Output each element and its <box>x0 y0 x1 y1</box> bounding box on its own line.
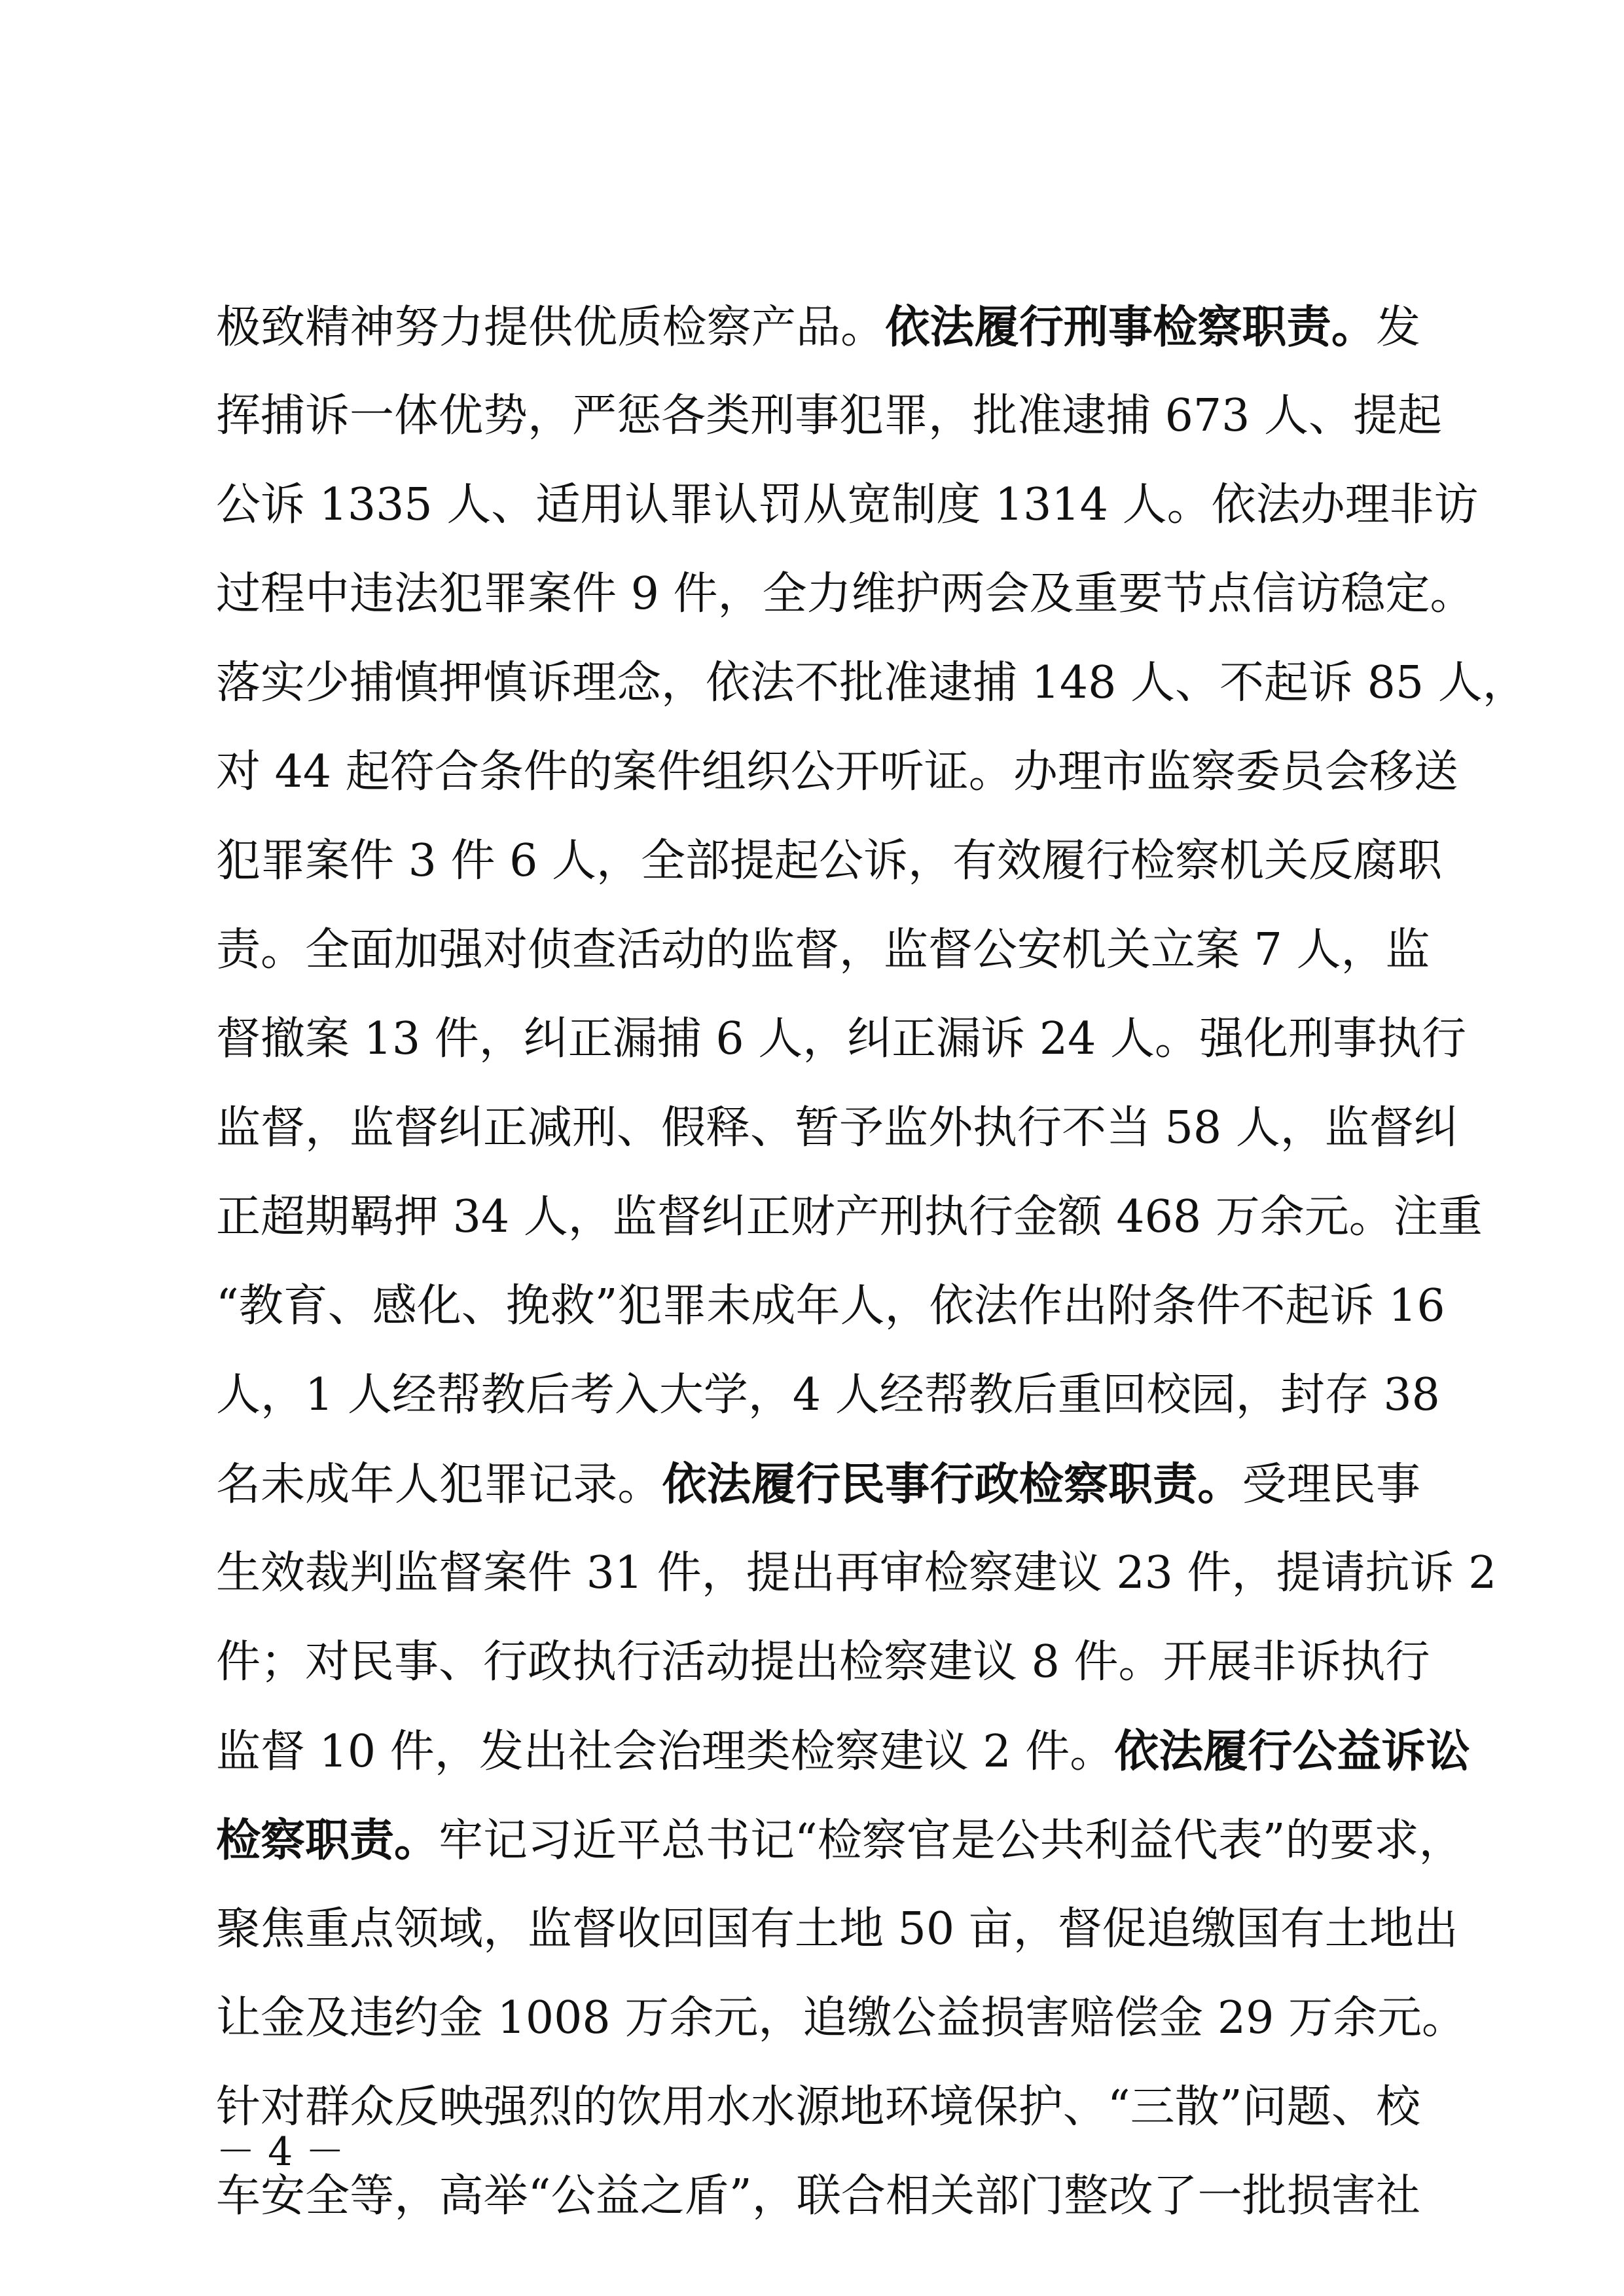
text-line <box>216 461 1479 550</box>
text-line <box>216 1618 1430 1707</box>
body-text: 挥捕诉一体优势，严惩各类刑事犯罪，批准逮捕 673 人、提起 <box>216 390 1443 442</box>
body-text: 聚焦重点领域，监督收回国有土地 50 亩，督促追缴国有土地出 <box>216 1903 1458 1955</box>
text-line <box>216 817 1442 906</box>
body-text: 生效裁判监督案件 31 件，提出再审检察建议 23 件，提请抗诉 2 <box>216 1547 1497 1599</box>
bold-heading-text: 依法履行民事行政检察职责。 <box>662 1458 1242 1511</box>
body-text: 落实少捕慎押慎诉理念，依法不批准逮捕 148 人、不起诉 85 人， <box>216 657 1527 709</box>
text-line <box>216 283 1420 372</box>
body-text: 正超期羁押 34 人，监督纠正财产刑执行金额 468 万余元。注重 <box>216 1191 1483 1243</box>
text-line <box>216 1084 1458 1173</box>
body-text: “教育、感化、挽救”犯罪未成年人，依法作出附条件不起诉 16 <box>216 1280 1445 1332</box>
text-line <box>216 1262 1445 1351</box>
text-line <box>216 550 1475 639</box>
body-text: 犯罪案件 3 件 6 人，全部提起公诉，有效履行检察机关反腐职 <box>216 835 1442 887</box>
text-line <box>216 2152 1420 2241</box>
body-text: 监督 10 件，发出社会治理类检察建议 2 件。 <box>216 1726 1115 1778</box>
body-text: 名未成年人犯罪记录。 <box>216 1459 662 1511</box>
body-text: 牢记习近平总书记“检察官是公共利益代表”的要求， <box>439 1815 1464 1867</box>
text-line <box>216 1885 1458 1974</box>
text-line <box>216 906 1430 995</box>
text-line <box>216 995 1467 1084</box>
text-line <box>216 1529 1497 1618</box>
text-line <box>216 1796 1464 1885</box>
body-text: 责。全面加强对侦查活动的监督，监督公安机关立案 7 人，监 <box>216 924 1430 976</box>
text-line <box>216 1173 1483 1262</box>
page-number: － 4 － <box>216 2129 345 2175</box>
body-text: 人，1 人经帮教后考入大学，4 人经帮教后重回校园，封存 38 <box>216 1369 1440 1421</box>
body-text: 让金及违约金 1008 万余元，追缴公益损害赔偿金 29 万余元。 <box>216 1992 1467 2044</box>
text-line <box>216 1351 1440 1440</box>
document-body <box>216 283 1527 2241</box>
body-text: 发 <box>1375 302 1420 353</box>
text-line <box>216 372 1443 461</box>
bold-heading-text: 依法履行刑事检察职责。 <box>885 301 1376 353</box>
body-text: 监督，监督纠正减刑、假释、暂予监外执行不当 58 人，监督纠 <box>216 1102 1458 1154</box>
text-line <box>216 1707 1471 1796</box>
body-text: 受理民事 <box>1242 1459 1420 1511</box>
body-text: 件；对民事、行政执行活动提出检察建议 8 件。开展非诉执行 <box>216 1636 1430 1688</box>
body-text: 督撤案 13 件，纠正漏捕 6 人，纠正漏诉 24 人。强化刑事执行 <box>216 1013 1467 1065</box>
text-line <box>216 1974 1467 2063</box>
text-line <box>216 728 1458 817</box>
text-line <box>216 2063 1420 2152</box>
body-text: 对 44 起符合条件的案件组织公开听证。办理市监察委员会移送 <box>216 746 1458 798</box>
body-text: 过程中违法犯罪案件 9 件，全力维护两会及重要节点信访稳定。 <box>216 568 1475 620</box>
text-line <box>216 1440 1420 1529</box>
bold-heading-text: 依法履行公益诉讼 <box>1114 1725 1471 1778</box>
body-text: 针对群众反映强烈的饮用水水源地环境保护、“三散”问题、校 <box>216 2081 1420 2133</box>
bold-heading-text: 检察职责。 <box>216 1814 439 1867</box>
text-line <box>216 639 1527 728</box>
body-text: 公诉 1335 人、适用认罪认罚从宽制度 1314 人。依法办理非访 <box>216 479 1479 531</box>
body-text: 车安全等，高举“公益之盾”，联合相关部门整改了一批损害社 <box>216 2170 1420 2222</box>
body-text: 极致精神努力提供优质检察产品。 <box>216 302 886 353</box>
